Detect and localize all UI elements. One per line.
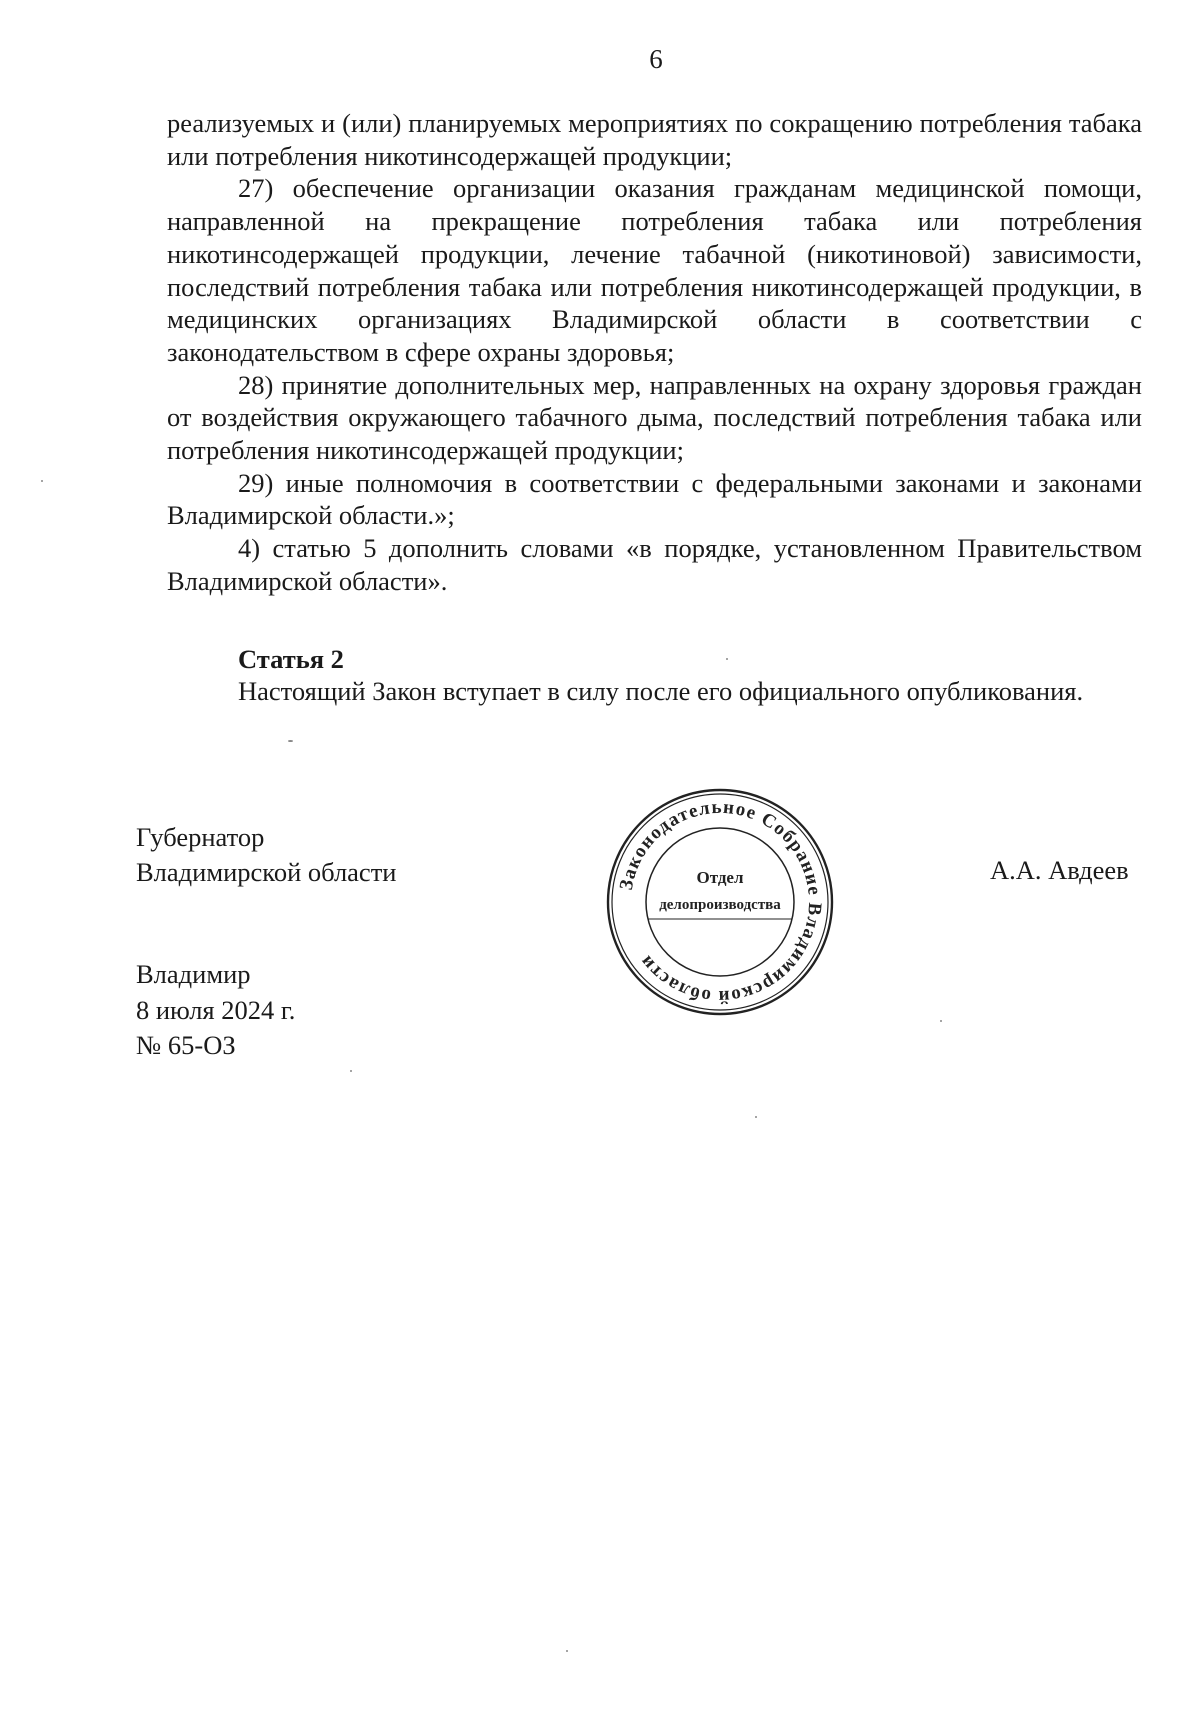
stamp-center-line1: Отдел (696, 868, 744, 887)
signature-position-line2: Владимирской области (136, 857, 397, 887)
document-body (167, 107, 1142, 708)
paragraph-continuation: реализуемых и (или) планируемых мероприятиях по сокращению потребления табака или потребления никотинсодержащей продукции; (167, 108, 1142, 171)
scan-speck (350, 1070, 352, 1072)
signature-position (136, 820, 396, 890)
scan-speck (41, 480, 43, 482)
paragraph-item-4: 4) статью 5 дополнить словами «в порядке, установленном Правительством Владимирской области». (167, 533, 1142, 596)
signer-name: А.А. Авдеев (990, 855, 1129, 885)
paragraph-item-28: 28) принятие дополнительных мер, направленных на охрану здоровья граждан от воздействия окружающего табачного дыма, последствий потребления табака или потребления никотинсодержащей продукции; (167, 369, 1142, 466)
scan-speck (566, 1650, 568, 1652)
scan-speck (940, 1020, 942, 1022)
scan-speck (755, 1116, 757, 1118)
stamp-center-line2: делопроизводства (659, 897, 781, 913)
stamp-graphic (603, 785, 837, 1019)
page-number: 6 (649, 44, 663, 74)
document-number: № 65-ОЗ (136, 1030, 236, 1060)
scan-speck (288, 740, 293, 742)
place-date-block (136, 957, 295, 1064)
paragraph-item-29: 29) иные полномочия в соответствии с федеральными законами и законами Владимирской области.»; (167, 467, 1142, 531)
article-text: Настоящий Закон вступает в силу после его официального опубликования. (238, 676, 1084, 707)
scan-speck (726, 658, 728, 660)
document-date: 8 июля 2024 г. (136, 994, 296, 1025)
article-title: Статья 2 (238, 643, 344, 674)
official-stamp (603, 785, 837, 1019)
paragraph-item-27: 27) обеспечение организации оказания гражданам медицинской помощи, направленной на прекращение потребления табака или потребления никотинсодержащей продукции, лечение табачной (никотиновой) зависимости, последствий потребления табака или потребления никотинсодержащей продукции, в медицинских организациях Владимирской области в соответствии с законодательством в сфере охраны здоровья; (167, 173, 1142, 367)
place-city: Владимир (136, 959, 251, 989)
stamp-ring-text: Законодательное Собрание Владимирской области (615, 796, 826, 1008)
signature-position-line1: Губернатор (136, 822, 265, 852)
